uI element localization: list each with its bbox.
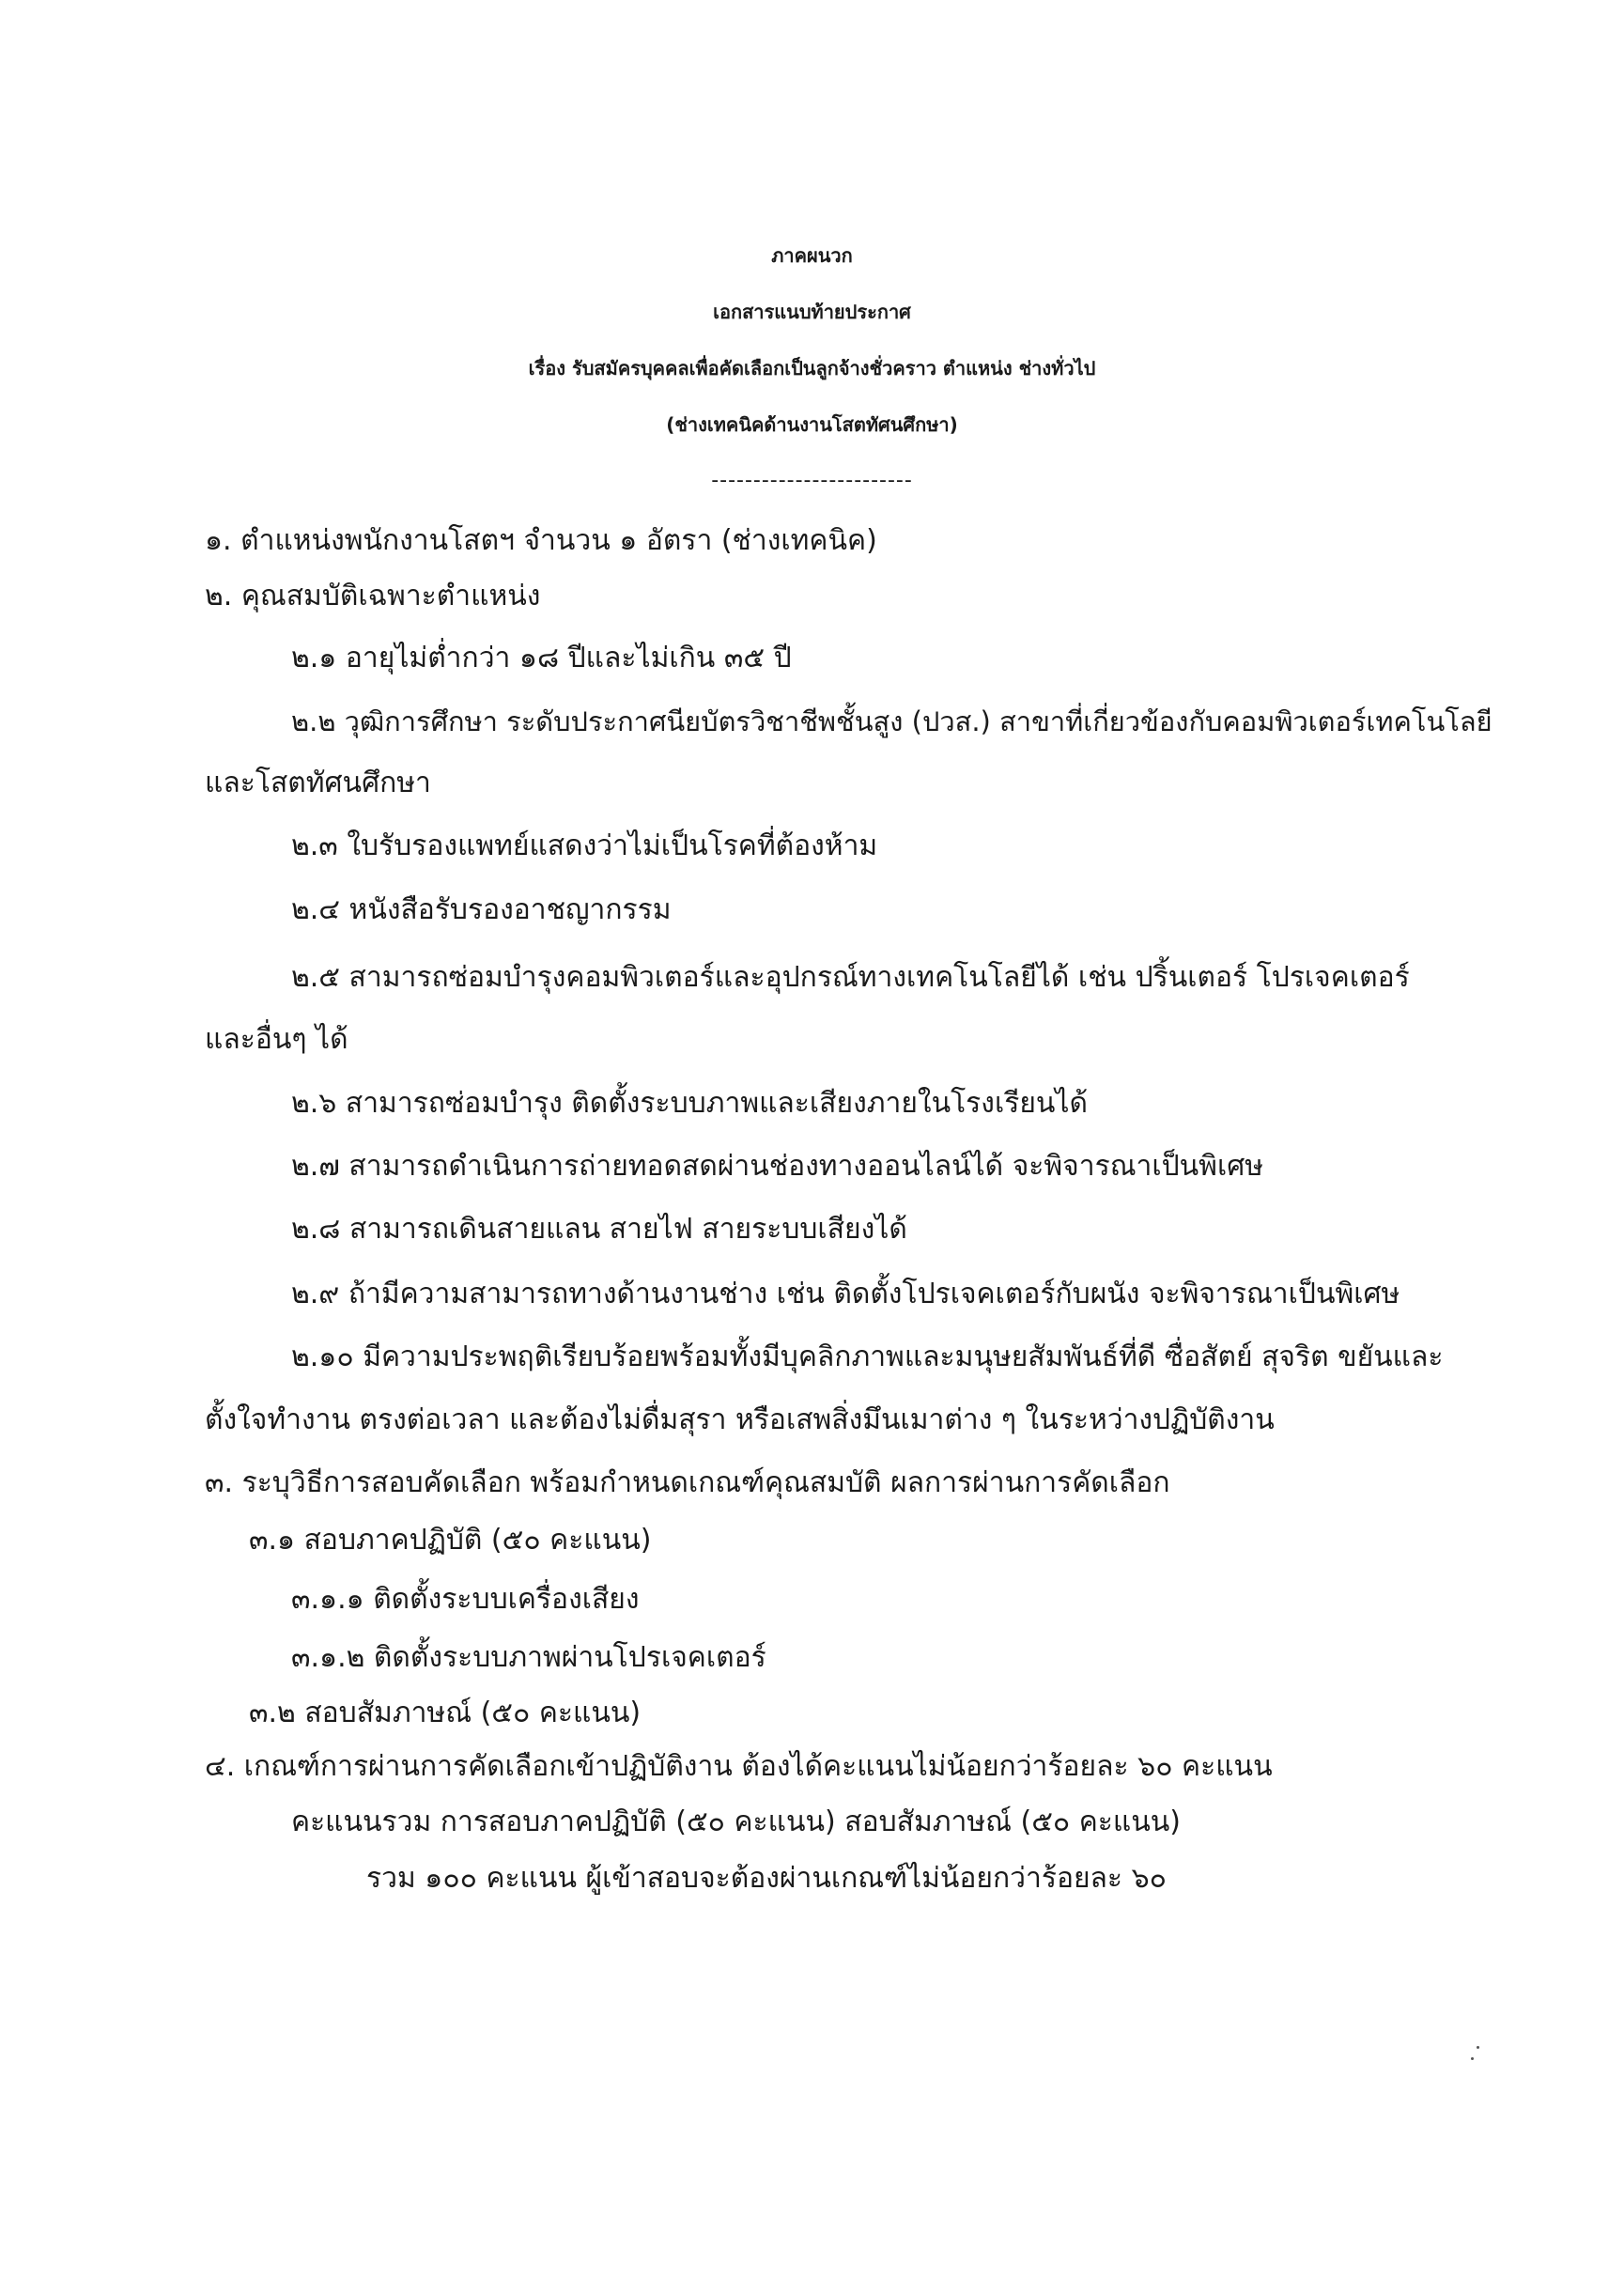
qualification-2-3: ๒.๓ ใบรับรองแพทย์แสดงว่าไม่เป็นโรคที่ต้องห้าม [291,829,878,862]
interview-exam: ๓.๒ สอบสัมภาษณ์ (๕๐ คะแนน) [249,1697,642,1729]
section-2-heading: ๒. คุณสมบัติเฉพาะตำแหน่ง [205,580,541,612]
qualification-2-5-continued: และอื่นๆ ได้ [205,1023,348,1056]
qualification-2-8: ๒.๘ สามารถเดินสายแลน สายไฟ สายระบบเสียงได้ [291,1213,907,1246]
qualification-2-10-continued: ตั้งใจทำงาน ตรงต่อเวลา และต้องไม่ดื่มสุรา หรือเสพสิ่งมึนเมาต่าง ๆ ในระหว่างปฏิบัติงาน [205,1403,1275,1436]
qualification-2-10: ๒.๑๐ มีความประพฤติเรียบร้อยพร้อมทั้งมีบุคลิกภาพและมนุษยสัมพันธ์ที่ดี ซื่อสัตย์ สุจริต ขยันและ [291,1340,1444,1373]
qualification-2-1: ๒.๑ อายุไม่ต่ำกว่า ๑๘ ปีและไม่เกิน ๓๕ ปี [291,642,792,674]
qualification-2-2-continued: และโสตทัศนศึกษา [205,767,431,799]
score-breakdown: คะแนนรวม การสอบภาคปฏิบัติ (๕๐ คะแนน) สอบสัมภาษณ์ (๕๐ คะแนน) [291,1805,1181,1838]
qualification-2-4: ๒.๔ หนังสือรับรองอาชญากรรม [291,893,672,926]
section-1-position: ๑. ตำแหน่งพนักงานโสตฯ จำนวน ๑ อัตรา (ช่างเทคนิค) [205,524,877,557]
score-total: รวม ๑๐๐ คะแนน ผู้เข้าสอบจะต้องผ่านเกณฑ์ไม่น้อยกว่าร้อยละ ๖๐ [366,1862,1167,1895]
qualification-2-5: ๒.๕ สามารถซ่อมบำรุงคอมพิวเตอร์และอุปกรณ์ทางเทคโนโลยีได้ เช่น ปริ้นเตอร์ โปรเจคเตอร์ [291,961,1410,994]
qualification-2-9: ๒.๙ ถ้ามีความสามารถทางด้านงานช่าง เช่น ติดตั้งโปรเจคเตอร์กับผนัง จะพิจารณาเป็นพิเศษ [291,1278,1400,1310]
separator-line: ------------------------ [711,469,913,492]
practical-exam: ๓.๑ สอบภาคปฏิบัติ (๕๐ คะแนน) [249,1524,652,1557]
section-3-heading: ๓. ระบุวิธีการสอบคัดเลือก พร้อมกำหนดเกณฑ์คุณสมบัติ ผลการผ่านการคัดเลือก [205,1466,1170,1499]
scan-speck [1477,2046,1479,2049]
scan-speck [1471,2057,1474,2060]
section-4-heading: ๔. เกณฑ์การผ่านการคัดเลือกเข้าปฏิบัติงาน ต้องได้คะแนนไม่น้อยกว่าร้อยละ ๖๐ คะแนน [205,1750,1273,1783]
attachment-subtitle: เอกสารแนบท้ายประกาศ [713,301,911,323]
qualification-2-6: ๒.๖ สามารถซ่อมบำรุง ติดตั้งระบบภาพและเสียงภายในโรงเรียนได้ [291,1087,1088,1120]
practical-item-3-1-1: ๓.๑.๑ ติดตั้งระบบเครื่องเสียง [291,1583,640,1616]
appendix-title: ภาคผนวก [771,244,853,267]
position-detail: (ช่างเทคนิคด้านงานโสตทัศนศึกษา) [666,413,958,436]
qualification-2-2: ๒.๒ วุฒิการศึกษา ระดับประกาศนียบัตรวิชาชีพชั้นสูง (ปวส.) สาขาที่เกี่ยวข้องกับคอมพิวเตอร์เทคโนโลยี [291,705,1493,737]
announcement-subject: เรื่อง รับสมัครบุคคลเพื่อคัดเลือกเป็นลูกจ้างชั่วคราว ตำแหน่ง ช่างทั่วไป [528,357,1096,380]
qualification-2-7: ๒.๗ สามารถดำเนินการถ่ายทอดสดผ่านช่องทางออนไลน์ได้ จะพิจารณาเป็นพิเศษ [291,1150,1264,1183]
practical-item-3-1-2: ๓.๑.๒ ติดตั้งระบบภาพผ่านโปรเจคเตอร์ [291,1641,766,1674]
